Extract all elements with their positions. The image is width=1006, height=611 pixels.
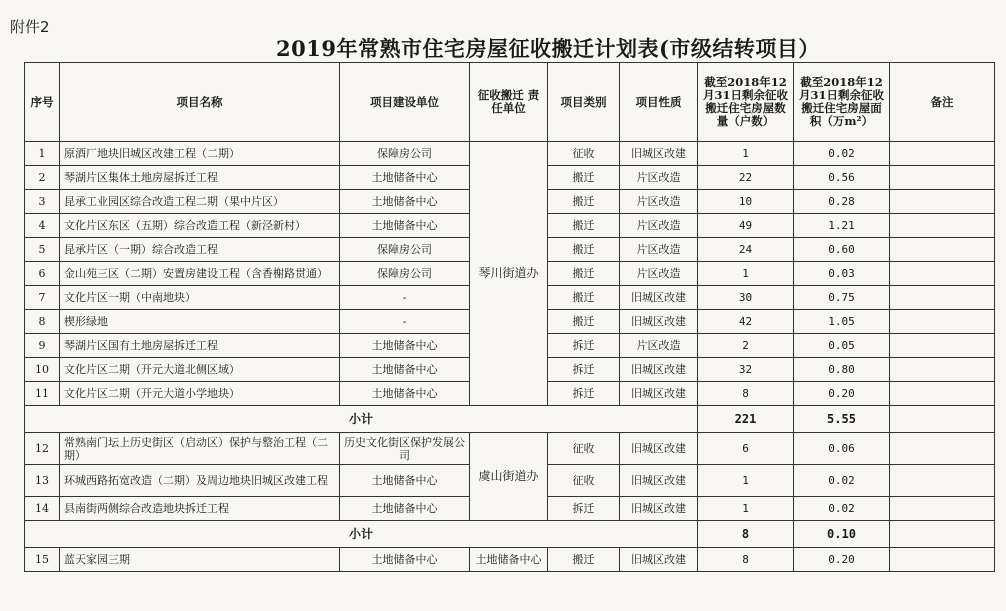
row-seq: 2 xyxy=(25,166,60,190)
row-remark xyxy=(890,548,995,572)
row-seq: 6 xyxy=(25,262,60,286)
table-row xyxy=(25,548,995,572)
row-resp: 土地储备中心 xyxy=(470,548,548,572)
row-name: 文化片区东区（五期）综合改造工程（新泾新村） xyxy=(60,214,340,238)
header-resp: 征收搬迁 责任单位 xyxy=(470,63,548,142)
row-name: 环城西路拓宽改造（二期）及周边地块旧城区改建工程 xyxy=(60,465,340,497)
row-remark xyxy=(890,286,995,310)
row-area: 1.05 xyxy=(794,310,890,334)
row-nature: 片区改造 xyxy=(620,334,698,358)
row-unit: 土地储备中心 xyxy=(340,358,470,382)
row-area: 0.75 xyxy=(794,286,890,310)
row-unit: 土地储备中心 xyxy=(340,334,470,358)
subtotal-remark xyxy=(890,406,995,433)
row-remark xyxy=(890,310,995,334)
row-households: 42 xyxy=(698,310,794,334)
row-area: 1.21 xyxy=(794,214,890,238)
header-name: 项目名称 xyxy=(60,63,340,142)
row-seq: 7 xyxy=(25,286,60,310)
subtotal-households: 221 xyxy=(698,406,794,433)
row-unit: 保障房公司 xyxy=(340,262,470,286)
row-category: 搬迁 xyxy=(548,548,620,572)
row-households: 24 xyxy=(698,238,794,262)
row-resp: 虞山街道办 xyxy=(470,433,548,521)
row-name: 昆承片区（一期）综合改造工程 xyxy=(60,238,340,262)
row-seq: 1 xyxy=(25,142,60,166)
row-households: 30 xyxy=(698,286,794,310)
row-remark xyxy=(890,166,995,190)
row-area: 0.05 xyxy=(794,334,890,358)
row-nature: 旧城区改建 xyxy=(620,497,698,521)
subtotal-area: 0.10 xyxy=(794,521,890,548)
row-area: 0.28 xyxy=(794,190,890,214)
row-nature: 旧城区改建 xyxy=(620,310,698,334)
row-area: 0.03 xyxy=(794,262,890,286)
row-seq: 3 xyxy=(25,190,60,214)
row-name: 琴湖片区集体土地房屋拆迁工程 xyxy=(60,166,340,190)
row-unit: - xyxy=(340,310,470,334)
row-households: 8 xyxy=(698,382,794,406)
row-nature: 片区改造 xyxy=(620,262,698,286)
row-area: 0.56 xyxy=(794,166,890,190)
row-area: 0.20 xyxy=(794,382,890,406)
header-unit: 项目建设单位 xyxy=(340,63,470,142)
row-name: 县南街两侧综合改造地块拆迁工程 xyxy=(60,497,340,521)
subtotal-row xyxy=(25,406,995,433)
attachment-label: 附件2 xyxy=(10,18,50,36)
row-nature: 旧城区改建 xyxy=(620,433,698,465)
subtotal-remark xyxy=(890,521,995,548)
row-name: 昆承工业园区综合改造工程二期（果中片区） xyxy=(60,190,340,214)
row-seq: 5 xyxy=(25,238,60,262)
header-category: 项目类别 xyxy=(548,63,620,142)
row-households: 6 xyxy=(698,433,794,465)
row-category: 搬迁 xyxy=(548,310,620,334)
row-name: 楔形绿地 xyxy=(60,310,340,334)
row-nature: 旧城区改建 xyxy=(620,548,698,572)
row-seq: 11 xyxy=(25,382,60,406)
row-name: 常熟南门坛上历史街区（启动区）保护与整治工程（二期） xyxy=(60,433,340,465)
row-area: 0.20 xyxy=(794,548,890,572)
row-nature: 旧城区改建 xyxy=(620,382,698,406)
row-category: 征收 xyxy=(548,142,620,166)
row-unit: 土地储备中心 xyxy=(340,465,470,497)
row-category: 拆迁 xyxy=(548,382,620,406)
row-unit: 历史文化街区保护发展公司 xyxy=(340,433,470,465)
row-seq: 9 xyxy=(25,334,60,358)
row-seq: 13 xyxy=(25,465,60,497)
table-row xyxy=(25,142,995,166)
row-name: 蓝天家园三期 xyxy=(60,548,340,572)
header-households: 截至2018年12月31日剩余征收搬迁住宅房屋数量（户数） xyxy=(698,63,794,142)
row-unit: 土地储备中心 xyxy=(340,382,470,406)
row-unit: 土地储备中心 xyxy=(340,548,470,572)
row-category: 搬迁 xyxy=(548,166,620,190)
header-area: 截至2018年12月31日剩余征收搬迁住宅房屋面积（万m²） xyxy=(794,63,890,142)
row-name: 文化片区二期（开元大道小学地块） xyxy=(60,382,340,406)
row-remark xyxy=(890,465,995,497)
row-seq: 15 xyxy=(25,548,60,572)
row-category: 征收 xyxy=(548,465,620,497)
plan-table xyxy=(24,62,995,572)
row-households: 1 xyxy=(698,142,794,166)
row-remark xyxy=(890,382,995,406)
row-seq: 12 xyxy=(25,433,60,465)
row-area: 0.02 xyxy=(794,142,890,166)
row-nature: 片区改造 xyxy=(620,190,698,214)
row-category: 拆迁 xyxy=(548,358,620,382)
row-nature: 旧城区改建 xyxy=(620,286,698,310)
row-households: 32 xyxy=(698,358,794,382)
row-nature: 片区改造 xyxy=(620,166,698,190)
table-row xyxy=(25,433,995,465)
row-nature: 旧城区改建 xyxy=(620,358,698,382)
header-remark: 备注 xyxy=(890,63,995,142)
row-households: 1 xyxy=(698,497,794,521)
row-category: 拆迁 xyxy=(548,497,620,521)
row-remark xyxy=(890,497,995,521)
row-area: 0.02 xyxy=(794,465,890,497)
row-category: 搬迁 xyxy=(548,262,620,286)
row-households: 1 xyxy=(698,262,794,286)
row-households: 1 xyxy=(698,465,794,497)
row-remark xyxy=(890,190,995,214)
page-title: 2019年常熟市住宅房屋征收搬迁计划表(市级结转项目） xyxy=(276,36,820,61)
row-households: 49 xyxy=(698,214,794,238)
row-remark xyxy=(890,238,995,262)
row-category: 拆迁 xyxy=(548,334,620,358)
row-nature: 旧城区改建 xyxy=(620,142,698,166)
row-area: 0.60 xyxy=(794,238,890,262)
row-category: 搬迁 xyxy=(548,238,620,262)
row-nature: 片区改造 xyxy=(620,238,698,262)
row-name: 文化片区一期（中南地块） xyxy=(60,286,340,310)
row-seq: 4 xyxy=(25,214,60,238)
row-name: 琴湖片区国有土地房屋拆迁工程 xyxy=(60,334,340,358)
row-category: 搬迁 xyxy=(548,286,620,310)
row-unit: 土地储备中心 xyxy=(340,497,470,521)
row-unit: 土地储备中心 xyxy=(340,166,470,190)
header-nature: 项目性质 xyxy=(620,63,698,142)
row-nature: 旧城区改建 xyxy=(620,465,698,497)
row-area: 0.80 xyxy=(794,358,890,382)
row-resp: 琴川街道办 xyxy=(470,142,548,406)
row-name: 原酒厂地块旧城区改建工程（二期） xyxy=(60,142,340,166)
row-area: 0.06 xyxy=(794,433,890,465)
row-category: 搬迁 xyxy=(548,214,620,238)
row-seq: 10 xyxy=(25,358,60,382)
header-seq: 序号 xyxy=(25,63,60,142)
subtotal-area: 5.55 xyxy=(794,406,890,433)
row-remark xyxy=(890,262,995,286)
row-households: 22 xyxy=(698,166,794,190)
header-row xyxy=(25,63,995,142)
row-remark xyxy=(890,358,995,382)
row-unit: 保障房公司 xyxy=(340,238,470,262)
subtotal-row xyxy=(25,521,995,548)
row-nature: 片区改造 xyxy=(620,214,698,238)
row-category: 征收 xyxy=(548,433,620,465)
row-remark xyxy=(890,433,995,465)
row-name: 文化片区二期（开元大道北侧区域） xyxy=(60,358,340,382)
subtotal-label: 小计 xyxy=(25,406,698,433)
row-unit: 保障房公司 xyxy=(340,142,470,166)
row-unit: 土地储备中心 xyxy=(340,190,470,214)
row-seq: 14 xyxy=(25,497,60,521)
row-name: 金山苑三区（二期）安置房建设工程（含香榭路贯通） xyxy=(60,262,340,286)
row-category: 搬迁 xyxy=(548,190,620,214)
row-area: 0.02 xyxy=(794,497,890,521)
row-households: 10 xyxy=(698,190,794,214)
row-unit: - xyxy=(340,286,470,310)
row-remark xyxy=(890,334,995,358)
row-households: 2 xyxy=(698,334,794,358)
subtotal-label: 小计 xyxy=(25,521,698,548)
row-remark xyxy=(890,214,995,238)
row-remark xyxy=(890,142,995,166)
row-households: 8 xyxy=(698,548,794,572)
row-unit: 土地储备中心 xyxy=(340,214,470,238)
row-seq: 8 xyxy=(25,310,60,334)
subtotal-households: 8 xyxy=(698,521,794,548)
